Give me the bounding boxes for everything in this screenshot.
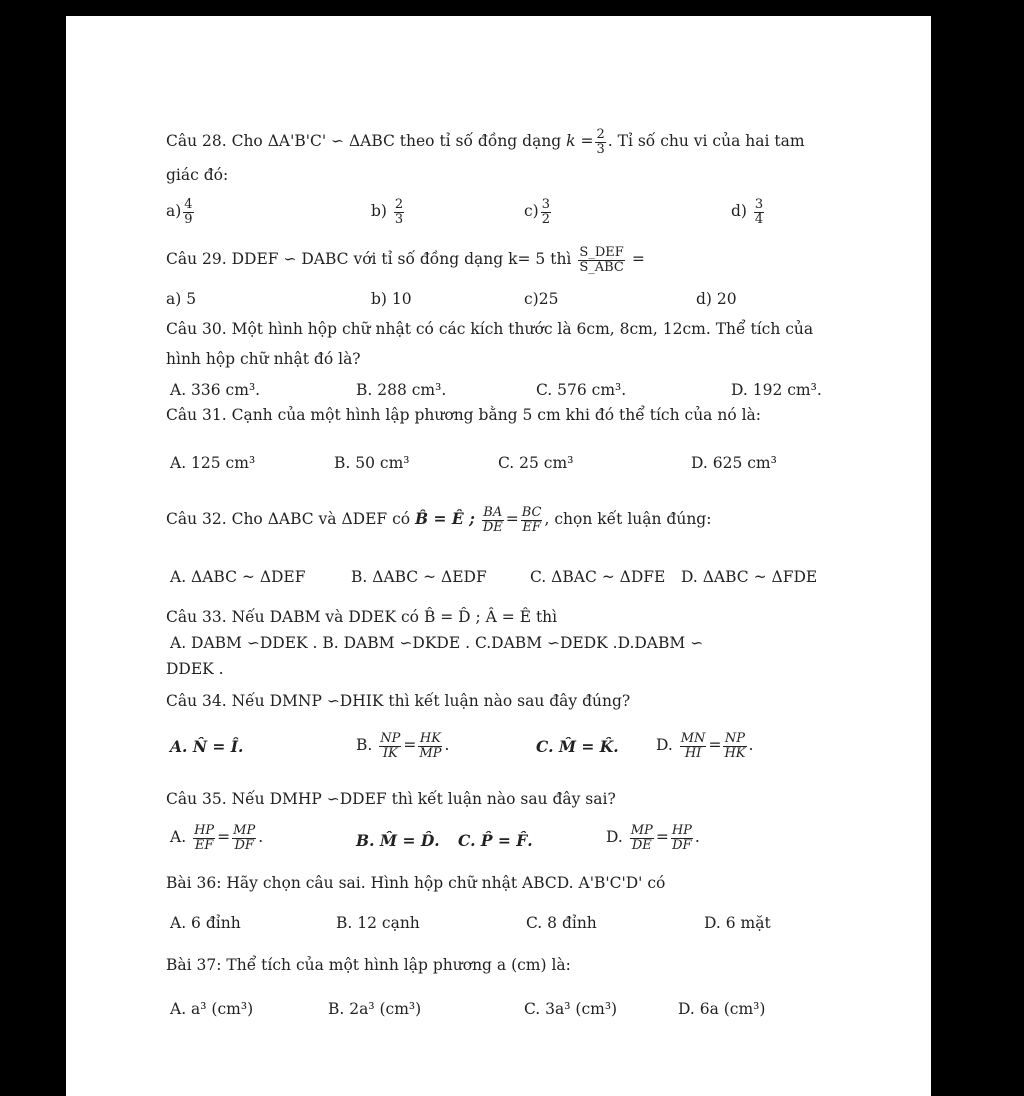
question-35-stem: Câu 35. Nếu DMHP ∽DDEF thì kết luận nào sau đây sai?	[166, 790, 616, 808]
option-b: b) 10	[371, 290, 412, 308]
question-36-stem: Bài 36: Hãy chọn câu sai. Hình hộp chữ nhật ABCD. A'B'C'D' có	[166, 874, 666, 892]
option-c: C. 25 cm³	[498, 454, 574, 472]
question-33-stem: Câu 33. Nếu DABM và DDEK có B̂ = D̂ ; Â = Ê thì	[166, 608, 558, 626]
option-b: B. 12 cạnh	[336, 914, 420, 932]
option-d: D. 6a (cm³)	[678, 1000, 766, 1018]
option-a: A. 125 cm³	[170, 454, 256, 472]
option-a: A. 336 cm³.	[170, 381, 261, 399]
question-34-stem: Câu 34. Nếu DMNP ∽DHIK thì kết luận nào sau đây đúng?	[166, 692, 631, 710]
option-c: C. ΔBAC ~ ΔDFE	[530, 568, 666, 586]
option-d: D. 625 cm³	[691, 454, 777, 472]
question-33-options: A. DABM ∽DDEK . B. DABM ∽DKDE . C.DABM ∽DEDK .D.DABM ∽	[170, 634, 704, 652]
k-label: k =	[566, 132, 594, 151]
option-c: c)25	[524, 290, 559, 308]
option-a: A. ΔABC ~ ΔDEF	[170, 568, 306, 586]
question-text: Câu 28. Cho ΔA'B'C' ∽ ΔABC theo tỉ số đồng dạng	[166, 132, 562, 151]
option-b: B. ΔABC ~ ΔEDF	[351, 568, 487, 586]
option-c: C. M̂ = K̂.	[536, 737, 619, 756]
question-30-stem-cont: hình hộp chữ nhật đó là?	[166, 350, 361, 368]
fraction: $\frac{2}{3}$	[596, 127, 605, 157]
option-d: D. $\frac{MP}{DE}$ = $\frac{HP}{DF}$ .	[606, 823, 700, 853]
question-30-stem: Câu 30. Một hình hộp chữ nhật có các kích thước là 6cm, 8cm, 12cm. Thể tích của	[166, 320, 814, 338]
question-28-stem-cont: giác đó:	[166, 166, 229, 184]
question-32-stem: Câu 32. Cho ΔABC và ΔDEF có B̂ = Ê ; $\frac{BA}{DE}$ = $\frac{BC}{EF}$ , chọn kết luận đúng:	[166, 505, 712, 535]
option-a: A. 6 đỉnh	[170, 914, 241, 932]
option-a: a) $\frac{4}{9}$	[166, 197, 193, 227]
option-b: B. $\frac{NP}{IK}$ = $\frac{HK}{MP}$ .	[356, 731, 450, 761]
option-c: C. 3a³ (cm³)	[524, 1000, 618, 1018]
option-a: A. N̂ = Î.	[170, 737, 244, 756]
angle-equality: B̂ = Ê ;	[415, 509, 475, 529]
option-c: C. 8 đỉnh	[526, 914, 597, 932]
option-b: B. 2a³ (cm³)	[328, 1000, 422, 1018]
option-a: A. a³ (cm³)	[170, 1000, 254, 1018]
option-c: C. P̂ = F̂.	[458, 831, 533, 850]
question-33-options-cont: DDEK .	[166, 660, 224, 678]
option-d: D. 6 mặt	[704, 914, 771, 932]
option-c: c) $\frac{3}{2}$	[524, 197, 551, 227]
question-text: . Tỉ số chu vi của hai tam	[607, 132, 805, 151]
option-d: D. $\frac{MN}{HI}$ = $\frac{NP}{HK}$ .	[656, 731, 754, 761]
option-a: a) 5	[166, 290, 197, 308]
question-28-stem	[166, 128, 805, 156]
option-d: d) 20	[696, 290, 737, 308]
option-b: B. 288 cm³.	[356, 381, 447, 399]
question-29-stem: Câu 29. DDEF ∽ DABC với tỉ số đồng dạng k= 5 thì $\frac{\text{S\_DEF}}{\text{S\_ABC}}$ =	[166, 245, 645, 275]
option-b: B. 50 cm³	[334, 454, 410, 472]
option-b: B. M̂ = D̂.	[356, 831, 440, 850]
option-d: D. 192 cm³.	[731, 381, 822, 399]
option-d: D. ΔABC ~ ΔFDE	[681, 568, 818, 586]
option-c: C. 576 cm³.	[536, 381, 627, 399]
option-a: A. $\frac{HP}{EF}$ = $\frac{MP}{DF}$ .	[170, 823, 264, 853]
question-31-stem: Câu 31. Cạnh của một hình lập phương bằng 5 cm khi đó thể tích của nó là:	[166, 406, 762, 424]
question-37-stem: Bài 37: Thể tích của một hình lập phương a (cm) là:	[166, 956, 571, 974]
document-page	[66, 16, 931, 1096]
area-ratio: $\frac{\text{S\_DEF}}{\text{S\_ABC}}$	[579, 245, 624, 275]
option-b: b) $\frac{2}{3}$	[371, 197, 404, 227]
option-d: d) $\frac{3}{4}$	[731, 197, 764, 227]
